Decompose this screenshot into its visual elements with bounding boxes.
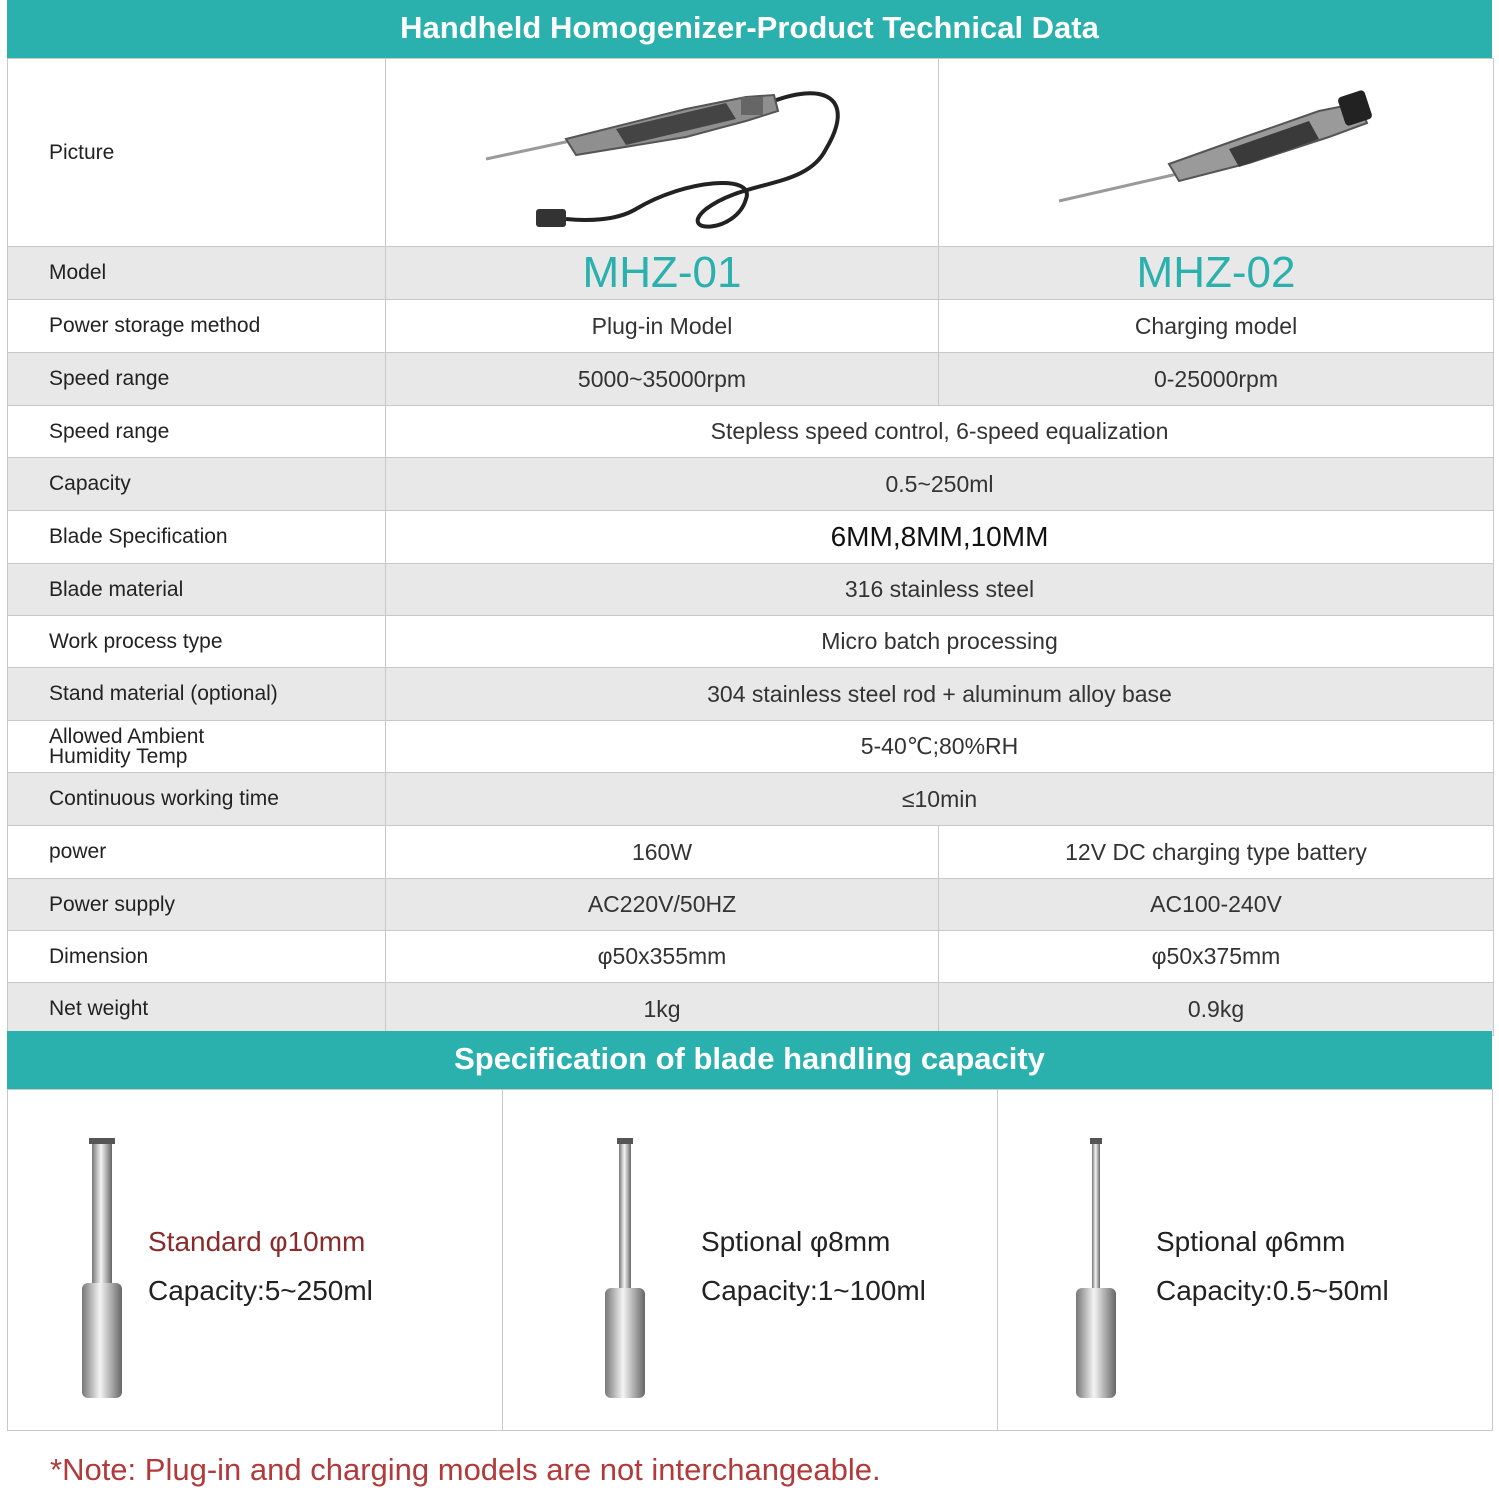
row-label: Picture — [8, 59, 386, 247]
row-label: Power supply — [8, 879, 386, 931]
mhz01-value: 1kg — [386, 983, 939, 1036]
row-label-line2: Humidity Temp — [49, 744, 188, 768]
blade-capacity: Capacity:1~100ml — [701, 1275, 926, 1306]
row-label — [8, 721, 386, 773]
spec-table — [7, 58, 1494, 1036]
table-row — [8, 616, 1494, 668]
row-label: Capacity — [8, 458, 386, 511]
mhz02-picture — [939, 59, 1494, 247]
mhz01-value: 160W — [386, 826, 939, 879]
table-row — [8, 773, 1494, 826]
table-row — [8, 59, 1494, 247]
blade-name: Standard φ10mm — [148, 1226, 366, 1257]
row-label: Continuous working time — [8, 773, 386, 826]
table-row — [8, 247, 1494, 300]
mhz02-model: MHZ-02 — [939, 247, 1494, 300]
table-row — [8, 511, 1494, 564]
blade-capacity: Capacity:5~250ml — [148, 1275, 373, 1306]
row-label: Speed range — [8, 406, 386, 458]
table-row — [8, 826, 1494, 879]
row-label: Dimension — [8, 931, 386, 983]
blade-10mm-image — [72, 1138, 132, 1400]
blade-specs — [7, 1089, 1493, 1431]
shared-value: 316 stainless steel — [386, 564, 1494, 616]
row-label: Net weight — [8, 983, 386, 1036]
mhz01-model: MHZ-01 — [386, 247, 939, 300]
row-label: Speed range — [8, 353, 386, 406]
blade-10mm — [8, 1090, 503, 1430]
row-label: Power storage method — [8, 300, 386, 353]
row-label: power — [8, 826, 386, 879]
row-label: Blade material — [8, 564, 386, 616]
blade-6mm — [998, 1090, 1492, 1430]
shared-value: 304 stainless steel rod + aluminum alloy base — [386, 668, 1494, 721]
mhz01-value: 5000~35000rpm — [386, 353, 939, 406]
blade-name: Sptional φ6mm — [1156, 1226, 1346, 1257]
shared-value: Micro batch processing — [386, 616, 1494, 668]
mhz01-picture — [386, 59, 939, 247]
table-row — [8, 300, 1494, 353]
table-row — [8, 721, 1494, 773]
mhz02-value: 0-25000rpm — [939, 353, 1494, 406]
charging-homogenizer-image — [939, 59, 1494, 241]
shared-value: ≤10min — [386, 773, 1494, 826]
mhz01-value: AC220V/50HZ — [386, 879, 939, 931]
table-title-banner: Handheld Homogenizer-Product Technical Data — [7, 0, 1492, 58]
table-row — [8, 931, 1494, 983]
table-row — [8, 458, 1494, 511]
table-row — [8, 983, 1494, 1036]
table-row — [8, 564, 1494, 616]
mhz02-value: 0.9kg — [939, 983, 1494, 1036]
blade-6mm-image — [1066, 1138, 1126, 1400]
plug-in-homogenizer-image — [386, 59, 939, 241]
blade-name: Sptional φ8mm — [701, 1226, 891, 1257]
row-label: Work process type — [8, 616, 386, 668]
blade-section-banner: Specification of blade handling capacity — [7, 1031, 1492, 1089]
table-row — [8, 406, 1494, 458]
row-label-line1: Allowed Ambient — [49, 724, 205, 748]
table-row — [8, 353, 1494, 406]
row-label: Blade Specification — [8, 511, 386, 564]
mhz02-value: 12V DC charging type battery — [939, 826, 1494, 879]
blade-capacity: Capacity:0.5~50ml — [1156, 1275, 1389, 1306]
mhz01-value: φ50x355mm — [386, 931, 939, 983]
mhz01-value: Plug-in Model — [386, 300, 939, 353]
mhz02-value: Charging model — [939, 300, 1494, 353]
table-row — [8, 879, 1494, 931]
mhz02-value: φ50x375mm — [939, 931, 1494, 983]
shared-value: 5-40℃;80%RH — [386, 721, 1494, 773]
row-label: Stand material (optional) — [8, 668, 386, 721]
shared-value: 0.5~250ml — [386, 458, 1494, 511]
blade-8mm-image — [595, 1138, 655, 1400]
table-row — [8, 668, 1494, 721]
row-label: Model — [8, 247, 386, 300]
mhz02-value: AC100-240V — [939, 879, 1494, 931]
compatibility-note: *Note: Plug-in and charging models are not interchangeable. — [50, 1452, 881, 1487]
shared-value: Stepless speed control, 6-speed equalization — [386, 406, 1494, 458]
shared-value: 6MM,8MM,10MM — [386, 511, 1494, 564]
blade-8mm — [503, 1090, 998, 1430]
